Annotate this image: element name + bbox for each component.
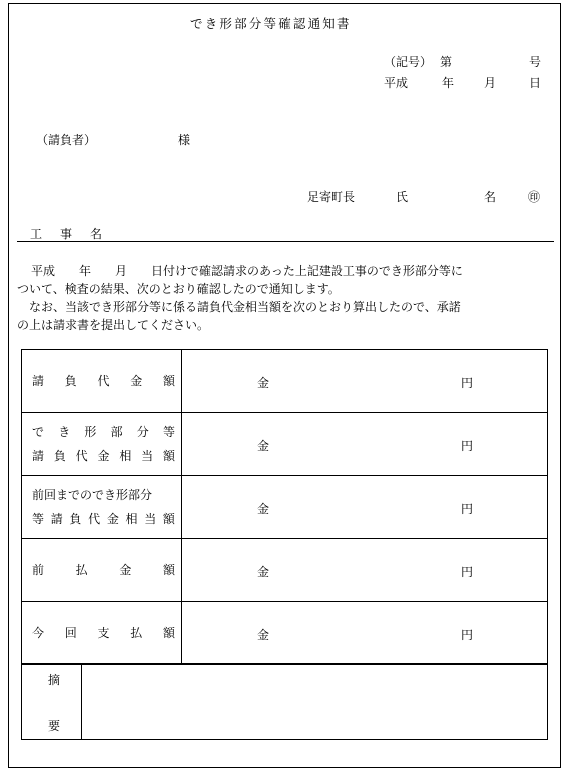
amount-row-value bbox=[182, 350, 548, 413]
kin-label: 金 bbox=[257, 376, 270, 390]
amount-row-label bbox=[22, 539, 182, 602]
label-line-gap bbox=[22, 502, 181, 512]
remarks-char-1: 摘 bbox=[48, 673, 61, 687]
amount-row-label bbox=[22, 602, 182, 665]
issuer-title: 足寄町長 bbox=[307, 190, 356, 204]
issuer-shi: 氏 bbox=[396, 190, 409, 204]
amount-row-value bbox=[182, 413, 548, 476]
body-line-1: 平成 年 月 日付けで確認請求のあった上記建設工事のでき形部分等に bbox=[31, 264, 463, 278]
amounts-table bbox=[21, 349, 548, 665]
label-char: 相 bbox=[125, 512, 138, 526]
label-line bbox=[32, 488, 175, 502]
project-name-char-1: 工 bbox=[30, 227, 43, 241]
label-char: 額 bbox=[162, 374, 175, 388]
label-char: 前 bbox=[32, 563, 45, 577]
label-char: 当 bbox=[144, 512, 157, 526]
label-char: 払 bbox=[130, 626, 143, 640]
date-era: 平成 bbox=[384, 76, 409, 90]
label-char: 部 bbox=[110, 425, 123, 439]
label-char: 代 bbox=[97, 374, 110, 388]
label-char: 払 bbox=[75, 563, 88, 577]
amount-row bbox=[22, 350, 548, 413]
body-line-4: の上は請求書を提出してください。 bbox=[17, 318, 210, 332]
label-line bbox=[32, 449, 175, 463]
record-number-label: （記号） bbox=[384, 55, 433, 69]
number-go: 号 bbox=[529, 55, 542, 69]
label-char: 請 bbox=[32, 374, 45, 388]
amount-row bbox=[22, 476, 548, 539]
label-line bbox=[32, 512, 175, 526]
label-char: 額 bbox=[162, 449, 175, 463]
label-char: 額 bbox=[162, 512, 175, 526]
label-line bbox=[32, 374, 175, 388]
label-char: 回 bbox=[64, 626, 77, 640]
remarks-box bbox=[21, 663, 548, 740]
label-char: 請 bbox=[32, 449, 45, 463]
kin-label: 金 bbox=[257, 502, 270, 516]
label-char: 前回までのでき形部分 bbox=[32, 488, 153, 502]
label-char: 相 bbox=[119, 449, 132, 463]
date-month: 月 bbox=[484, 76, 497, 90]
amount-row-label bbox=[22, 476, 182, 539]
amount-row bbox=[22, 413, 548, 476]
kin-label: 金 bbox=[257, 628, 270, 642]
label-char: 金 bbox=[130, 374, 143, 388]
yen-label: 円 bbox=[461, 376, 474, 390]
label-line bbox=[32, 563, 175, 577]
project-name-char-2: 事 bbox=[60, 227, 73, 241]
label-char: 額 bbox=[162, 563, 175, 577]
label-char: 代 bbox=[75, 449, 88, 463]
label-char: き bbox=[58, 425, 71, 439]
label-line bbox=[32, 626, 175, 640]
amount-row-label bbox=[22, 350, 182, 413]
project-name-char-3: 名 bbox=[90, 227, 103, 241]
label-char: 額 bbox=[162, 626, 175, 640]
yen-label: 円 bbox=[461, 628, 474, 642]
label-char: 負 bbox=[64, 374, 77, 388]
contractor-honorific: 様 bbox=[178, 133, 191, 147]
body-line-2: ついて、検査の結果、次のとおり確認したので通知します。 bbox=[17, 282, 340, 296]
label-char: 支 bbox=[97, 626, 110, 640]
project-name-underline bbox=[17, 241, 554, 242]
label-char: 形 bbox=[84, 425, 97, 439]
yen-label: 円 bbox=[461, 565, 474, 579]
label-line-gap bbox=[22, 439, 181, 449]
body-line-3: なお、当該でき形部分等に係る請負代金相当額を次のとおり算出したので、承諾 bbox=[17, 300, 461, 314]
yen-label: 円 bbox=[461, 439, 474, 453]
amount-row-value bbox=[182, 539, 548, 602]
label-char: 等 bbox=[162, 425, 175, 439]
remarks-char-2: 要 bbox=[48, 719, 61, 733]
label-char: 今 bbox=[32, 626, 45, 640]
label-char: 金 bbox=[97, 449, 110, 463]
amount-row-value bbox=[182, 602, 548, 665]
date-day: 日 bbox=[529, 76, 542, 90]
document-title: でき形部分等確認通知書 bbox=[190, 16, 352, 31]
label-char: 分 bbox=[136, 425, 149, 439]
remarks-header bbox=[22, 664, 82, 739]
label-char: 当 bbox=[141, 449, 154, 463]
number-dai: 第 bbox=[440, 55, 453, 69]
label-char: 代 bbox=[88, 512, 101, 526]
yen-label: 円 bbox=[461, 502, 474, 516]
label-char: 等 bbox=[32, 512, 45, 526]
amount-row-label bbox=[22, 413, 182, 476]
label-char: 負 bbox=[69, 512, 82, 526]
contractor-label: （請負者） bbox=[36, 133, 97, 147]
date-year: 年 bbox=[442, 76, 455, 90]
label-char: 請 bbox=[50, 512, 63, 526]
label-char: 負 bbox=[53, 449, 66, 463]
kin-label: 金 bbox=[257, 439, 270, 453]
label-char: 金 bbox=[119, 563, 132, 577]
label-char: で bbox=[32, 425, 45, 439]
amount-row bbox=[22, 602, 548, 665]
amount-row bbox=[22, 539, 548, 602]
issuer-mei: 名 bbox=[484, 190, 497, 204]
label-char: 金 bbox=[106, 512, 119, 526]
seal-mark: ㊞ bbox=[528, 190, 541, 204]
amount-row-value bbox=[182, 476, 548, 539]
label-line bbox=[32, 425, 175, 439]
kin-label: 金 bbox=[257, 565, 270, 579]
